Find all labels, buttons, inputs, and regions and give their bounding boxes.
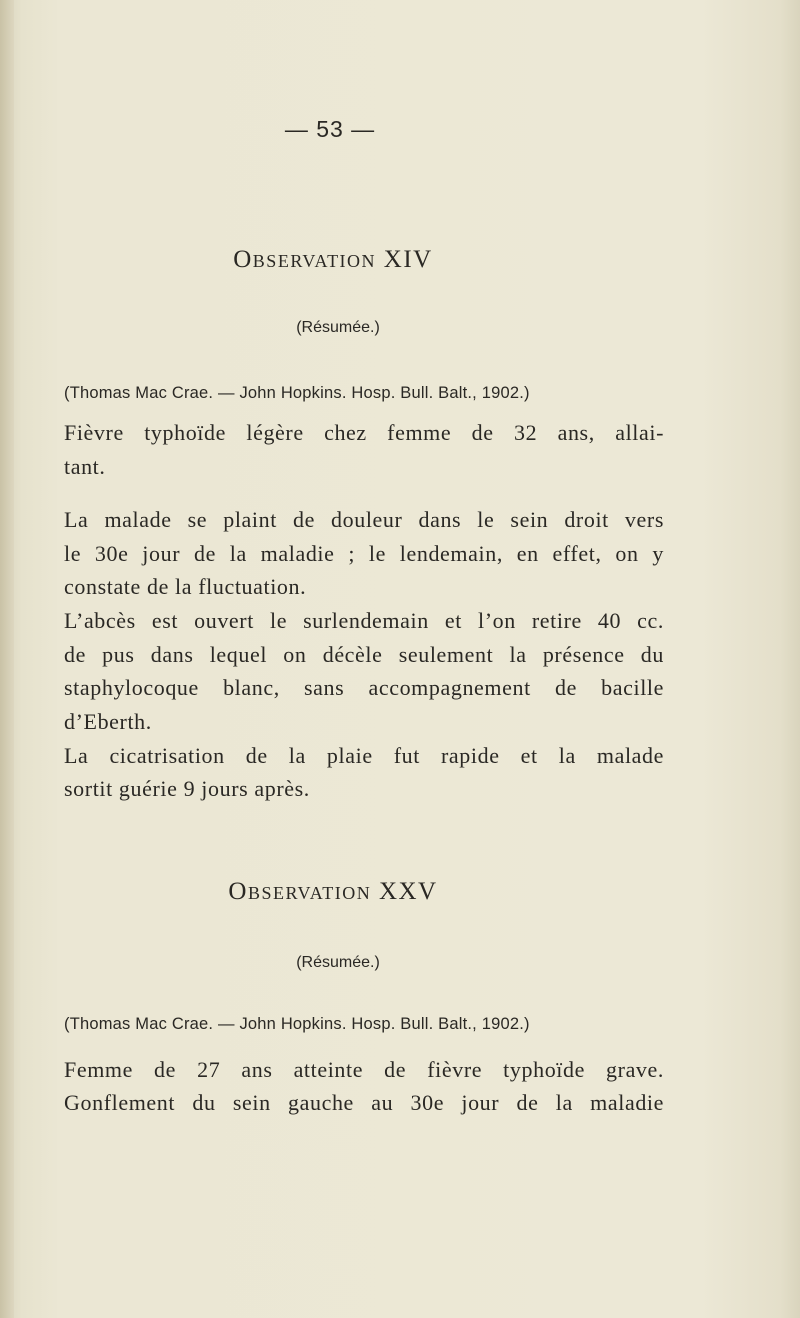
paragraph-line: La malade se plaint de douleur dans le sein droit vers <box>64 507 664 532</box>
resume-note: (Résumée.) <box>296 319 380 336</box>
paragraph-line: de pus dans lequel on décèle seulement la présence du <box>64 642 664 667</box>
page-number: — 53 — <box>284 116 376 142</box>
paragraph-line: tant. <box>64 454 106 479</box>
paragraph-line: Femme de 27 ans atteinte de fièvre typhoïde grave. <box>64 1057 664 1082</box>
paragraph-line: sortit guérie 9 jours après. <box>64 776 310 801</box>
paragraph-line: L’abcès est ouvert le surlendemain et l’on retire 40 cc. <box>64 608 664 633</box>
paragraph-line: Gonflement du sein gauche au 30e jour de la maladie <box>64 1090 664 1115</box>
resume-note: (Résumée.) <box>296 954 380 971</box>
paragraph-line: constate de la fluctuation. <box>64 574 307 599</box>
paragraph-line: Fièvre typhoïde légère chez femme de 32 ans, allai- <box>64 420 664 445</box>
paragraph-line: d’Eberth. <box>64 709 152 734</box>
reference-citation: (Thomas Mac Crae. — John Hopkins. Hosp. Bull. Balt., 1902.) <box>64 1015 530 1033</box>
reference-citation: (Thomas Mac Crae. — John Hopkins. Hosp. Bull. Balt., 1902.) <box>64 384 530 402</box>
paragraph-line: La cicatrisation de la plaie fut rapide et la malade <box>64 743 664 768</box>
observation-title: Observation XXV <box>228 878 438 905</box>
paragraph-line: staphylocoque blanc, sans accompagnement de bacille <box>64 675 664 700</box>
observation-title: Observation XIV <box>233 246 433 273</box>
paragraph-line: le 30e jour de la maladie ; le lendemain, en effet, on y <box>64 541 664 566</box>
page-binding-edge <box>0 0 14 1318</box>
